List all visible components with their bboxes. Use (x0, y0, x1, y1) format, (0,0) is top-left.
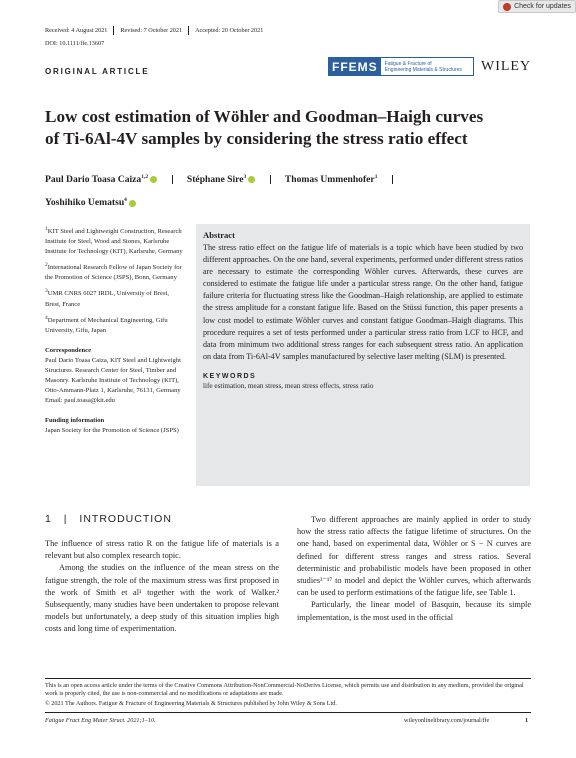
paper-title (45, 106, 545, 150)
divider (270, 175, 271, 184)
abstract-box (196, 224, 530, 486)
abstract-text: The stress ratio effect on the fatigue life of materials is a topic which have been studied by two different approaches. On the one hand, several experiments, performed under different stress ratios are necessary to estimate the corresponding Wöhler curves. Afterwards, these curves are considered to estimate the fatigue life under a particular stress range. On the other hand, fatigue failure criteria for fluctuating stress like the Goodman–Haigh relationship, are applied to estimate the stress amplitude for a constant fatigue life. Based on the Stüssi function, this paper presents a low cost model to estimate Wöhler curves and constant fatigue Goodman–Haigh diagrams. This procedure requires a set of tests performed under a particular stress ratio from LCF to HCF, and data from minimum two additional stress ranges for each subsequent stress ratio. An application on data from Ti-6Al-4V samples manufactured by selective laser melting (SLM) is presented. (203, 243, 523, 361)
author-affiliation-ref: 1 (374, 174, 378, 180)
abstract-heading: Abstract (203, 230, 235, 240)
author-list (45, 167, 545, 213)
divider (113, 26, 114, 35)
affiliation-number: 2 (45, 262, 48, 269)
paragraph: Particularly, the linear model of Basquin, because its simple implementation, is the most used in the official (297, 600, 531, 622)
author-name[interactable]: Paul Dario Toasa Caiza (45, 174, 142, 186)
check-for-updates-button[interactable] (498, 0, 576, 13)
journal-logo (328, 57, 474, 76)
license-note: This is an open access article under the terms of the Creative Commons Attribution-NonCommercial-NoDerivs License, which permits use and distribution in any medium, provided the original work is properly cited, the use is non-commercial and no modifications or adaptations are made. (45, 682, 524, 698)
paper-title-line2: of Ti-6Al-4V samples by considering the stress ratio effect (45, 129, 468, 148)
section-title: INTRODUCTION (79, 513, 172, 525)
affiliation-number: 1 (45, 226, 48, 232)
divider: | (63, 513, 68, 525)
journal-logo-subtitle (381, 61, 462, 73)
affiliation-text: International Research Fellow of Japan Society for the Promotion of Science (JSPS), Bonn, Germany (45, 264, 182, 282)
affiliation (45, 224, 185, 257)
journal-url[interactable]: wileyonlinelibrary.com/journal/ffe (404, 717, 490, 724)
affiliations-column (45, 224, 185, 436)
article-type: ORIGINAL ARTICLE (45, 67, 150, 76)
history-line (45, 26, 263, 35)
accepted-date: Accepted: 20 October 2021 (195, 26, 264, 34)
affiliation (45, 260, 185, 283)
revised-date: Revised: 7 October 2021 (120, 26, 183, 34)
author-name[interactable]: Thomas Ummenhofer (284, 174, 375, 186)
paper-title-line1: Low cost estimation of Wöhler and Goodman–Haigh curves (45, 107, 484, 126)
keywords-text: life estimation, mean stress, mean stress effects, stress ratio (203, 381, 374, 390)
author-affiliation-ref: 4 (124, 197, 127, 204)
section-number: 1 (45, 513, 52, 525)
page-number: 1 (525, 717, 529, 724)
correspondence-heading: Correspondence (45, 346, 92, 354)
body-column-right (297, 514, 531, 624)
funding-text: Japan Society for the Promotion of Science (JSPS) (45, 426, 179, 434)
journal-logo-sub1: Fatigue & Fracture of (384, 60, 432, 67)
journal-logo-mark: FFEMS (329, 58, 381, 75)
paragraph: The influence of stress ratio R on the fatigue life of materials is a relevant but also complex research topic. (45, 539, 279, 561)
journal-citation: Fatigue Fract Eng Mater Struct. 2021;1–10. (45, 717, 156, 724)
affiliation-number: 3 (45, 288, 48, 295)
author-name[interactable]: Yoshihiko Uematsu (45, 197, 125, 209)
footer-rule (45, 712, 531, 713)
correspondence-text: Paul Dario Toasa Caiza, KIT Steel and Lightweight Structures. Research Center for Steel, Timber and Masonry. Karlsruhe Institute of Technology (KIT), Otto-Ammann-Platz 1, Karlsruhe, 76131, Germany (45, 356, 181, 394)
affiliation-number: 4 (45, 314, 48, 321)
update-icon (503, 3, 511, 11)
divider (392, 175, 393, 184)
keywords-heading: KEYWORDS (203, 372, 257, 380)
footer-rule (45, 678, 531, 679)
body-column-left (45, 538, 279, 636)
orcid-icon[interactable] (150, 176, 157, 183)
author-affiliation-ref: 1,2 (141, 174, 149, 180)
paragraph: Among the studies on the influence of the mean stress on the fatigue strength, the role of the maximum stress was first proposed in the work of Smith et al¹ together with the work of Walker.² Subsequently, many studies have been undertaken to propose relevant models but unfortunately, a deep study of this situation implies high costs and long time of experimentation. (45, 563, 279, 634)
divider (188, 26, 189, 35)
author-affiliation-ref: 3 (243, 174, 247, 180)
paragraph: Two different approaches are mainly applied in order to study how the stress ratio affects the fatigue lifetime of structures. On the one hand, based on experimental data, Wöhler or S − N curves are defined for different stress ranges and stress ratios. Several deterministic and probabilistic models have been proposed in other studies³⁻¹⁷ to model and depict the Wöhler curves, which afterwards can be used to perform estimations of the fatigue life, see Table 1. (297, 515, 531, 598)
affiliation-text: KIT Steel and Lightweight Construction, Research Institute for Steel, Wood and Stones, Karlsruhe Institute for Technology (KIT), Karlsruhe, Germany (45, 228, 183, 256)
author-name[interactable]: Stéphane Sire (186, 174, 244, 186)
copyright-note: © 2021 The Authors. Fatigue & Fracture of Engineering Materials & Structures published by John Wiley & Sons Ltd. (45, 700, 337, 707)
divider (172, 175, 173, 184)
affiliation-text: UMR CNRS 6027 IRDL, University of Brest, Brest, France (45, 290, 170, 308)
section-heading-introduction (45, 513, 172, 525)
funding-heading: Funding information (45, 416, 105, 424)
affiliation (45, 286, 185, 309)
received-date: Received: 4 August 2021 (45, 26, 108, 34)
orcid-icon[interactable] (248, 176, 255, 183)
doi[interactable]: DOI: 10.1111/ffe.13607 (45, 40, 105, 47)
correspondence-email[interactable]: Email: paul.toasa@kit.edu (45, 396, 115, 404)
publisher-logo: WILEY (481, 59, 532, 74)
check-for-updates-label: Check for updates (514, 3, 571, 10)
affiliation-text: Department of Mechanical Engineering, Gifu University, Gifu, Japan (45, 316, 168, 334)
journal-logo-sub2: Engineering Materials & Structures (384, 66, 462, 73)
affiliation (45, 313, 185, 336)
orcid-icon[interactable] (129, 200, 136, 207)
